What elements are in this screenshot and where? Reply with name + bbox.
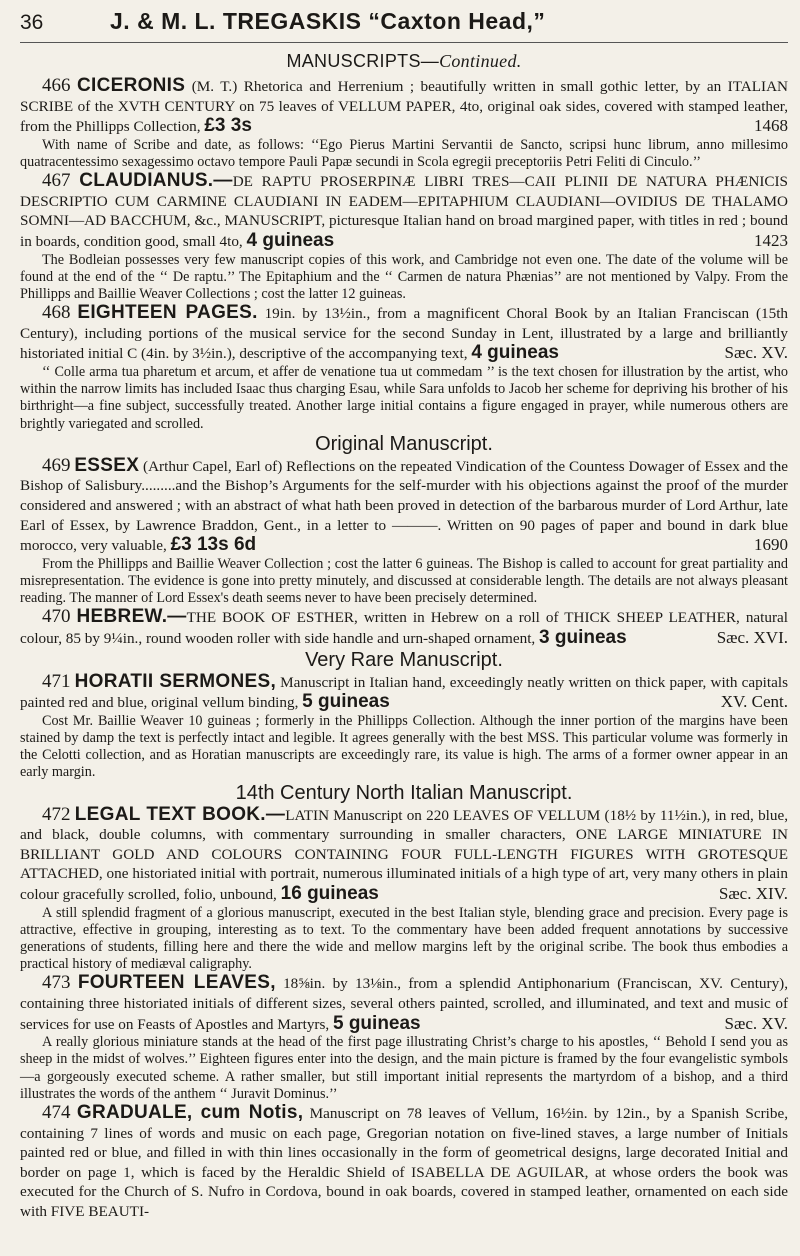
entry-note: A still splendid fragment of a glorious manuscript, executed in the best Italian style, blending grace and precision. Every page is attractive, effective in grouping, interesting as to text. To the commentary have been added frequent annotations by successive generations of students, filling here and there the wide and mellow margins left by the original scribe. The book thus embodies a practical history of mediæval caligraphy. bbox=[20, 904, 788, 973]
entry-description: 18⅝in. by 13⅛in., from a splendid Antiphonarium (Franciscan, XV. Century), containing three historiated initials of different sizes, several others painted, scrolled, and illuminated, and text and music of services for use on Feasts of Apostles and Martyrs, bbox=[20, 975, 789, 1033]
entry-number: 473 bbox=[42, 972, 71, 994]
page-number: 36 bbox=[20, 11, 44, 34]
entry-number: 474 bbox=[42, 1101, 71, 1123]
entry-price: 5 guineas bbox=[332, 1012, 421, 1034]
entry-description: (M. T.) Rhetorica and Herrenium ; beautifully written in small gothic letter, by an ITALIAN SCRIBE of the XVTH CENTURY on 75 leaves of VELLUM PAPER, 4to, original oak sides, covered with stamped leather, from the Phillipps Collection, bbox=[20, 78, 789, 136]
entry-reference: Sæc. XVI. bbox=[716, 627, 788, 647]
entry-number: 470 bbox=[42, 606, 71, 628]
entry-number: 468 bbox=[42, 302, 71, 324]
entry-reference: Sæc. XV. bbox=[724, 1013, 788, 1033]
entry-heading: FOURTEEN LEAVES, bbox=[77, 972, 276, 994]
entry-heading: GRADUALE, cum Notis, bbox=[76, 1101, 304, 1123]
subheading: Very Rare Manuscript. bbox=[305, 648, 503, 671]
entry-heading: HORATII SERMONES, bbox=[74, 670, 277, 692]
entry-description: DE RAPTU PROSERPINÆ LIBRI TRES—CAII PLINII DE NATURA PHÆNICIS DESCRIPTIO CUM CARMINE CLAUDIANI IN EADEM—EPITAPHIUM CLAUDIANI—OVIDIUS DE THALAMO SOMNI—AD BACCHUM, &c., MANUSCRIPT, picturesque Italian hand on broad margined paper, with titles in red ; bound in boards, condition good, small 4to, bbox=[20, 173, 789, 250]
entry-price: 4 guineas bbox=[246, 229, 335, 251]
section-title: MANUSCRIPTS—Continued. bbox=[286, 51, 522, 71]
entry-number: 472 bbox=[42, 803, 71, 825]
header-rule bbox=[20, 42, 788, 43]
entry-reference: XV. Cent. bbox=[720, 692, 788, 712]
entry-reference: Sæc. XV. bbox=[724, 343, 788, 363]
entry-heading: ESSEX bbox=[74, 454, 140, 476]
catalogue-entry bbox=[20, 973, 788, 1034]
entry-description: Manuscript in Italian hand, exceedingly neatly written on thick paper, with capitals painted red and blue, original vellum binding, bbox=[20, 673, 788, 712]
running-header bbox=[20, 0, 788, 40]
entry-number: 467 bbox=[42, 170, 71, 192]
entry-price: 4 guineas bbox=[471, 342, 559, 364]
entry-heading: HEBREW.— bbox=[76, 606, 187, 628]
publisher-heading: J. & M. L. TREGASKIS “Caxton Head,” bbox=[110, 8, 546, 34]
catalogue-entry bbox=[20, 303, 788, 364]
catalogue-entry bbox=[20, 607, 788, 648]
subheading: 14th Century North Italian Manuscript. bbox=[235, 781, 573, 804]
entry-description: (Arthur Capel, Earl of) Reflections on the repeated Vindication of the Countess Dowager of Essex and the Bishop of Salisbury.........and the Bishop’s Arguments for the self-murder with his objections against the proof of the murder considered and answered ; with an abstract of what hath been proved in detection of the barbarous murder of Lord Arthur, late Earl of Essex, by Lawrence Braddon, Gent., in a letter to ———. Written on 90 pages of paper and bound in dark blue morocco, very valuable, bbox=[20, 457, 788, 555]
entry-reference: 1423 bbox=[754, 230, 788, 250]
entry-description: THE BOOK OF ESTHER, written in Hebrew on a roll of THICK SHEEP LEATHER, natural colour, 85 by 9¼in., round wooden roller with side handle and urn-shaped ornament, bbox=[20, 609, 789, 647]
entry-reference: 1468 bbox=[754, 116, 788, 136]
catalogue-entry bbox=[20, 672, 788, 713]
entry-price: 5 guineas bbox=[302, 691, 390, 713]
entry-heading: EIGHTEEN PAGES. bbox=[77, 302, 258, 324]
catalogue-entry bbox=[20, 805, 788, 905]
entry-description: Manuscript on 78 leaves of Vellum, 16½in. by 12in., by a Spanish Scribe, containing 7 lines of words and music on each page, Gregorian notation on five-lined staves, a large number of Initials painted red or blue, and filled in with thin lines occasionally in the form of geometrical designs, large decorated Initial and border on page 1, which is faced by the Heraldic Shield of ISABELLA DE AGUILAR, at whose orders the book was executed for the Church of S. Nufro in Cordova, bound in oak boards, covered in stamped leather, ornamented on each side with FIVE BEAUTI- bbox=[20, 1104, 788, 1220]
entry-note: The Bodleian possesses very few manuscript copies of this work, and Cambridge not even one. The date of the volume will be found at the end of the ‘‘ De raptu.’’ The Epitaphium and the ‘‘ Carmen de natura Phænias’’ are not mentioned by Valpy. From the Phillipps and Baillie Weaver Collections ; cost the latter 12 guineas. bbox=[20, 251, 788, 302]
catalogue-entry bbox=[20, 456, 788, 556]
entries-list bbox=[20, 76, 788, 1221]
entry-description: LATIN Manuscript on 220 LEAVES OF VELLUM (18½ by 11½in.), in red, blue, and black, double columns, with commentary surrounding in smaller characters, ONE LARGE MINIATURE IN BRILLIANT GOLD AND COLOURS CONTAINING FOUR FULL-LENGTH FIGURES WITH GROTESQUE ATTACHED, one historiated initial with portrait, numerous illuminated initials of a high type of art, very many others in plain colour gracefully scrolled, folio, unbound, bbox=[20, 806, 789, 903]
entry-heading: CICERONIS bbox=[76, 75, 186, 96]
catalogue-entry bbox=[20, 171, 788, 251]
entry-price: 16 guineas bbox=[280, 882, 379, 904]
entry-price: £3 3s bbox=[204, 115, 252, 137]
entry-price: £3 13s 6d bbox=[170, 534, 257, 556]
subheading: Original Manuscript. bbox=[315, 432, 493, 455]
entry-price: 3 guineas bbox=[539, 626, 627, 648]
entry-reference: Sæc. XIV. bbox=[718, 883, 788, 903]
catalogue-entry bbox=[20, 1103, 788, 1222]
entry-note: Cost Mr. Baillie Weaver 10 guineas ; formerly in the Phillipps Collection. Although the inner portion of the margins have been stained by damp the text is perfectly intact and legible. It agrees generally with the best MSS. This particular volume was formerly in the Celotti collection, and as Horatian manuscripts are exceedingly rare, its value is high. The arms of a former owner appear in an early margin. bbox=[20, 712, 788, 781]
entry-heading: LEGAL TEXT BOOK.— bbox=[74, 803, 286, 825]
entry-number: 466 bbox=[42, 75, 71, 96]
entry-number: 469 bbox=[42, 454, 71, 476]
entry-note: From the Phillipps and Baillie Weaver Collection ; cost the latter 6 guineas. The Bishop is called to account for great partiality and misrepresentation. The evidence is gone into pretty minutely, and discussed at considerable length. The details are not always pleasant reading. The manner of Lord Essex's death seems never to have been precisely determined. bbox=[20, 555, 788, 607]
entry-reference: 1690 bbox=[754, 535, 788, 555]
entry-heading: CLAUDIANUS.— bbox=[79, 170, 233, 192]
entry-note: With name of Scribe and date, as follows: ‘‘Ego Pierus Martini Servantii de Sancto, scripsi hunc librum, anno millesimo quatracentessimo sexagessimo octavo tempore Pauli Papæ secundi in Scola egregii preceptoriis Petri Feliti di Cinculo.’’ bbox=[20, 136, 788, 170]
entry-description: 19in. by 13½in., from a magnificent Choral Book by an Italian Franciscan (15th Century), including portions of the musical service for the second Sunday in Lent, illustrated by a large and brilliantly historiated initial C (4in. by 3½in.), descriptive of the accompanying text, bbox=[20, 305, 789, 363]
entry-note: ‘‘ Colle arma tua pharetum et arcum, et affer de venatione tua ut commedam ’’ is the text chosen for illustration by the artist, who within the narrow limits has included Isaac thus charging Esau, while Sara unfolds to Jacob her scheme for depriving his brother of his birthright—a fine subject, successfully treated. Another large initial contains a figure engaged in prayer, while numerous others are brightly variegated and scrolled. bbox=[20, 363, 788, 432]
catalogue-entry bbox=[20, 76, 788, 137]
entry-note: A really glorious miniature stands at the head of the first page illustrating Christ’s charge to his apostles, ‘‘ Behold I send you as sheep in the midst of wolves.’’ Eighteen figures enter into the design, and the main picture is framed by the four evangelistic symbols—a gorgeously executed scheme. A rather smaller, but still important initial represents the martyrdom of a bishop, and a third illustrates the words of the anthem ‘‘ Juravit Dominus.’’ bbox=[20, 1034, 788, 1102]
entry-number: 471 bbox=[42, 670, 71, 692]
